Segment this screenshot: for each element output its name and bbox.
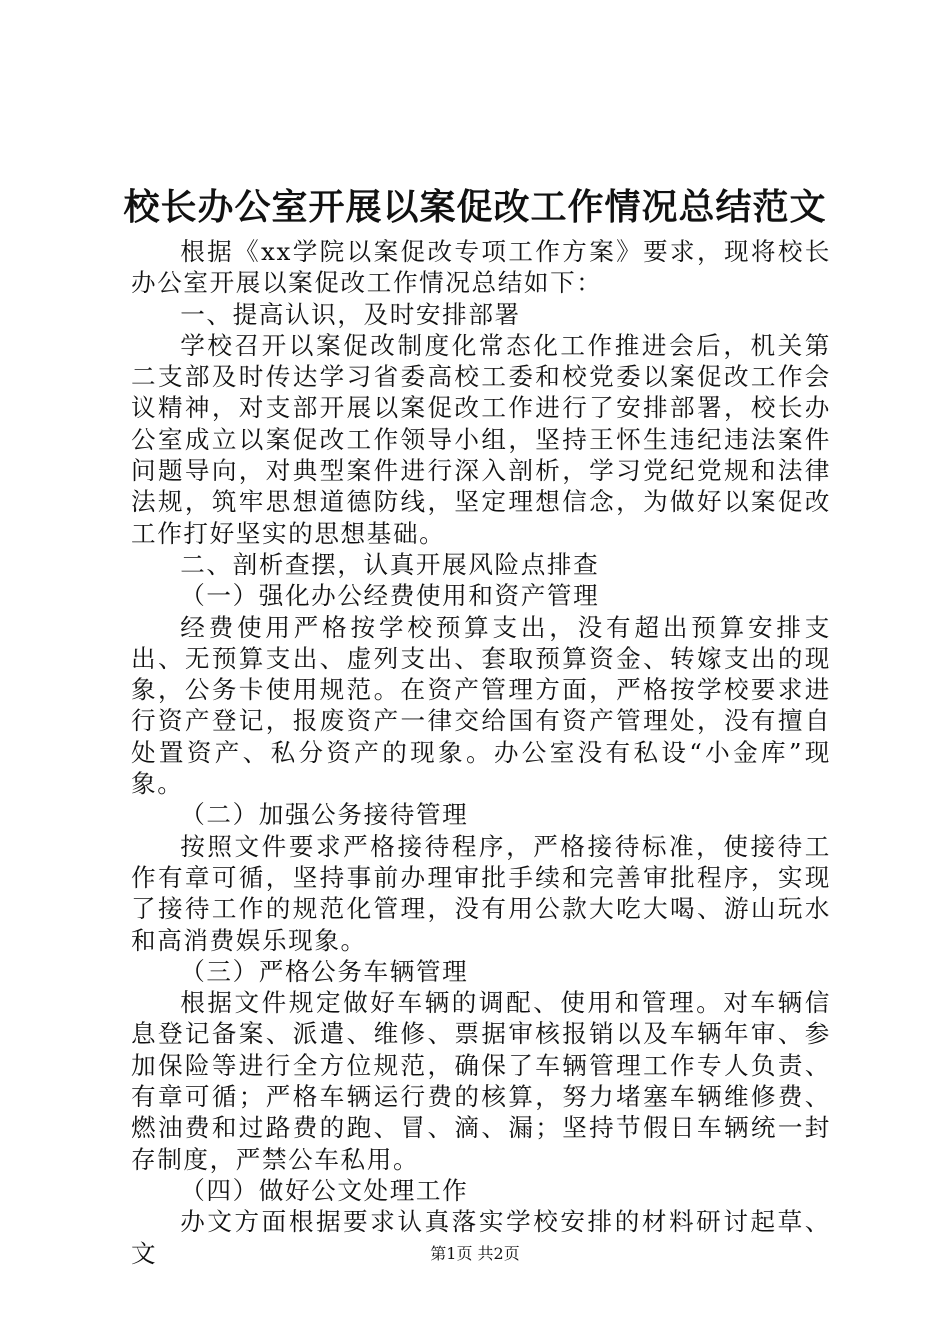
subsection-heading-2: （二）加强公务接待管理 [180,800,469,830]
document-title: 校长办公室开展以案促改工作情况总结范文 [123,186,827,228]
intro-paragraph: 根据《xx学院以案促改专项工作方案》要求，现将校长办公室开展以案促改工作情况总结如下： [131,237,831,298]
body-paragraph: 按照文件要求严格接待程序，严格接待标准，使接待工作有章可循，坚持事前办理审批手续和完善审批程序，实现了接待工作的规范化管理，没有用公款大吃大喝、游山玩水和高消费娱乐现象。 [131,831,831,955]
subsection-heading-4: （四）做好公文处理工作 [180,1175,469,1205]
page-footer: 第1页 共2页 [430,1244,520,1263]
body-paragraph: 学校召开以案促改制度化常态化工作推进会后，机关第二支部及时传达学习省委高校工委和校党委以案促改工作会议精神，对支部开展以案促改工作进行了安排部署，校长办公室成立以案促改工作领导小组，坚持王怀生违纪违法案件问题导向，对典型案件进行深入剖析，学习党纪党规和法律法规，筑牢思想道德防线，坚定理想信念，为做好以案促改工作打好坚实的思想基础。 [131,330,831,548]
subsection-heading-1: （一）强化办公经费使用和资产管理 [180,581,600,611]
section-heading-1: 一、提高认识，及时安排部署 [180,299,521,329]
subsection-heading-3: （三）严格公务车辆管理 [180,956,469,986]
body-paragraph: 根据文件规定做好车辆的调配、使用和管理。对车辆信息登记备案、派遣、维修、票据审核报销以及车辆年审、参加保险等进行全方位规范，确保了车辆管理工作专人负责、有章可循；严格车辆运行费的核算，努力堵塞车辆维修费、燃油费和过路费的跑、冒、滴、漏；坚持节假日车辆统一封存制度，严禁公车私用。 [131,988,831,1174]
document-body [131,236,831,1269]
section-heading-2: 二、剖析查摆，认真开展风险点排查 [180,549,600,579]
body-paragraph: 办文方面根据要求认真落实学校安排的材料研讨起草、文 [131,1207,831,1268]
body-paragraph: 经费使用严格按学校预算支出，没有超出预算安排支出、无预算支出、虚列支出、套取预算资金、转嫁支出的现象，公务卡使用规范。在资产管理方面，严格按学校要求进行资产登记，报废资产一律交给国有资产管理处，没有擅自处置资产、私分资产的现象。办公室没有私设“小金库”现象。 [131,612,831,799]
